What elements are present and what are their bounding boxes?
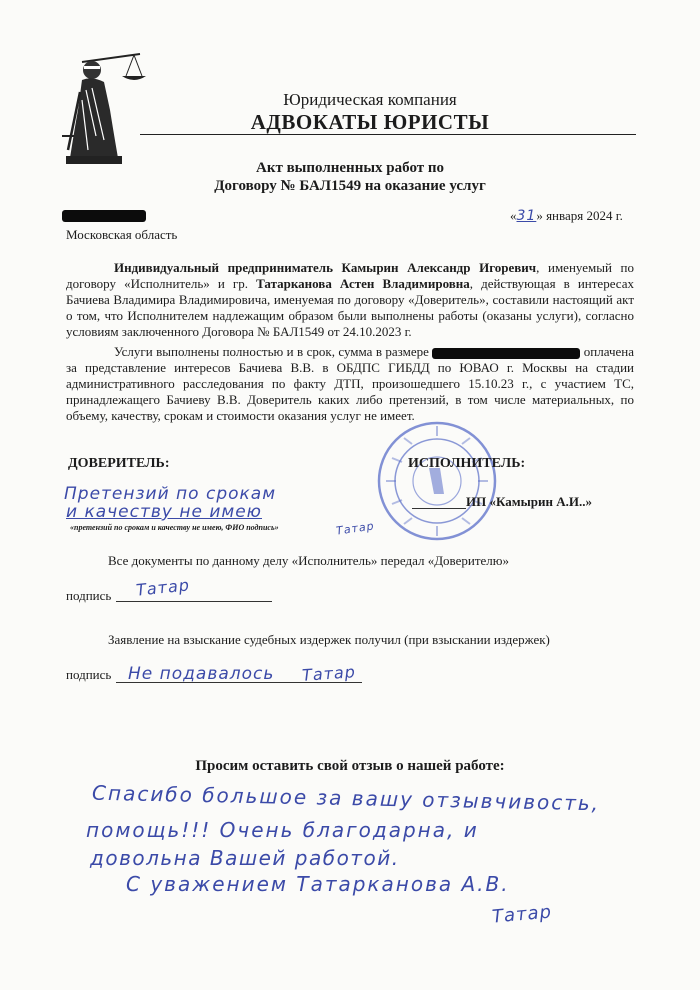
- documents-sign-label: подпись: [66, 588, 112, 603]
- expenses-handwritten-value: Не подавалось: [128, 664, 275, 684]
- company-name: АДВОКАТЫ ЮРИСТЫ: [250, 110, 490, 134]
- client-handwritten-line1: Претензий по срокам: [64, 484, 277, 504]
- client-caption: «претензий по срокам и качеству не имею, ФИО подпись»: [70, 523, 279, 532]
- review-line-2: помощь!!! Очень благодарна, и: [86, 818, 479, 842]
- doc-title-line2: Договору № БАЛ1549 на оказание услуг: [214, 178, 486, 194]
- review-line-1: Спасибо большое за вашу отзывчивость,: [91, 780, 601, 816]
- header-rule: [140, 134, 636, 135]
- doc-title-line1: Акт выполненных работ по: [255, 160, 445, 176]
- expenses-statement: Заявление на взыскание судебных издержек получил (при взыскании издержек): [108, 632, 550, 647]
- themis-logo: [52, 40, 152, 170]
- review-line-3: довольна Вашей работой.: [90, 846, 400, 870]
- client-signature-short: Татар: [335, 519, 376, 538]
- date-open-quote: «: [510, 208, 517, 223]
- contractor-full-name: Индивидуальный предприниматель Камырин Александр Игоревич: [114, 260, 537, 275]
- p1-text1: , именуемый по договору «Исполнитель» и гр.: [66, 260, 634, 291]
- p2-text2: оплачена за представление интересов Бачиева В.В. в ОБДПС ГИБДД по ЮВАО г. Москвы на стадии административного расследования по факту ДТП, произошедшего 15.10.23 г., с участием ТС, принадлежащего Бачиеву В.В. Доверитель каких либо претензий, в том числе материальных, по объему, качеству, срокам и стоимости оказания услуг не имеет.: [66, 344, 635, 423]
- expenses-sign-label: подпись: [66, 667, 112, 682]
- p1-text2: , действующая в интересах Бачиева Владимира Владимировича, именуемая по договору «Доверитель», составили настоящий акт о том, что Исполнителем надлежащим образом были выполнены работы (оказаны услуги), согласно условиям заключенного Договора № БАЛ1549 от 24.10.2023 г.: [66, 276, 634, 339]
- client-handwritten-line2: и качеству не имею: [66, 502, 262, 522]
- documents-sign-line: [116, 601, 272, 602]
- body-text: [66, 260, 634, 424]
- contractor-sign-line: [412, 508, 466, 509]
- company-stamp: [374, 418, 500, 544]
- date-line: [510, 208, 623, 224]
- p2-text1: Услуги выполнены полностью и в срок, сумма в размере: [114, 344, 429, 359]
- redacted-amount: [432, 348, 580, 359]
- review-prompt: Просим оставить свой отзыв о нашей работе:: [195, 758, 505, 774]
- review-signature: Татар: [491, 901, 553, 928]
- date-rest: » января 2024 г.: [536, 208, 623, 223]
- expenses-signature: Татар: [301, 662, 357, 685]
- expenses-sign-line: [116, 682, 362, 683]
- location: Московская область: [66, 227, 178, 242]
- representative-name: Татарканова Астен Владимировна: [256, 276, 470, 291]
- redacted-city: [62, 210, 146, 222]
- body-paragraph-1: [66, 260, 634, 340]
- documents-signature: Татар: [135, 575, 191, 600]
- client-label: ДОВЕРИТЕЛЬ:: [68, 456, 170, 471]
- documents-statement: Все документы по данному делу «Исполнитель» передал «Доверителю»: [108, 553, 510, 568]
- company-type: Юридическая компания: [283, 90, 457, 109]
- review-line-4: С уважением Татарканова А.В.: [126, 872, 510, 896]
- contractor-label: ИСПОЛНИТЕЛЬ:: [408, 456, 526, 471]
- date-day: 31: [516, 208, 537, 224]
- contractor-name: ИП «Камырин А.И..»: [466, 494, 592, 509]
- body-paragraph-2: [66, 344, 634, 424]
